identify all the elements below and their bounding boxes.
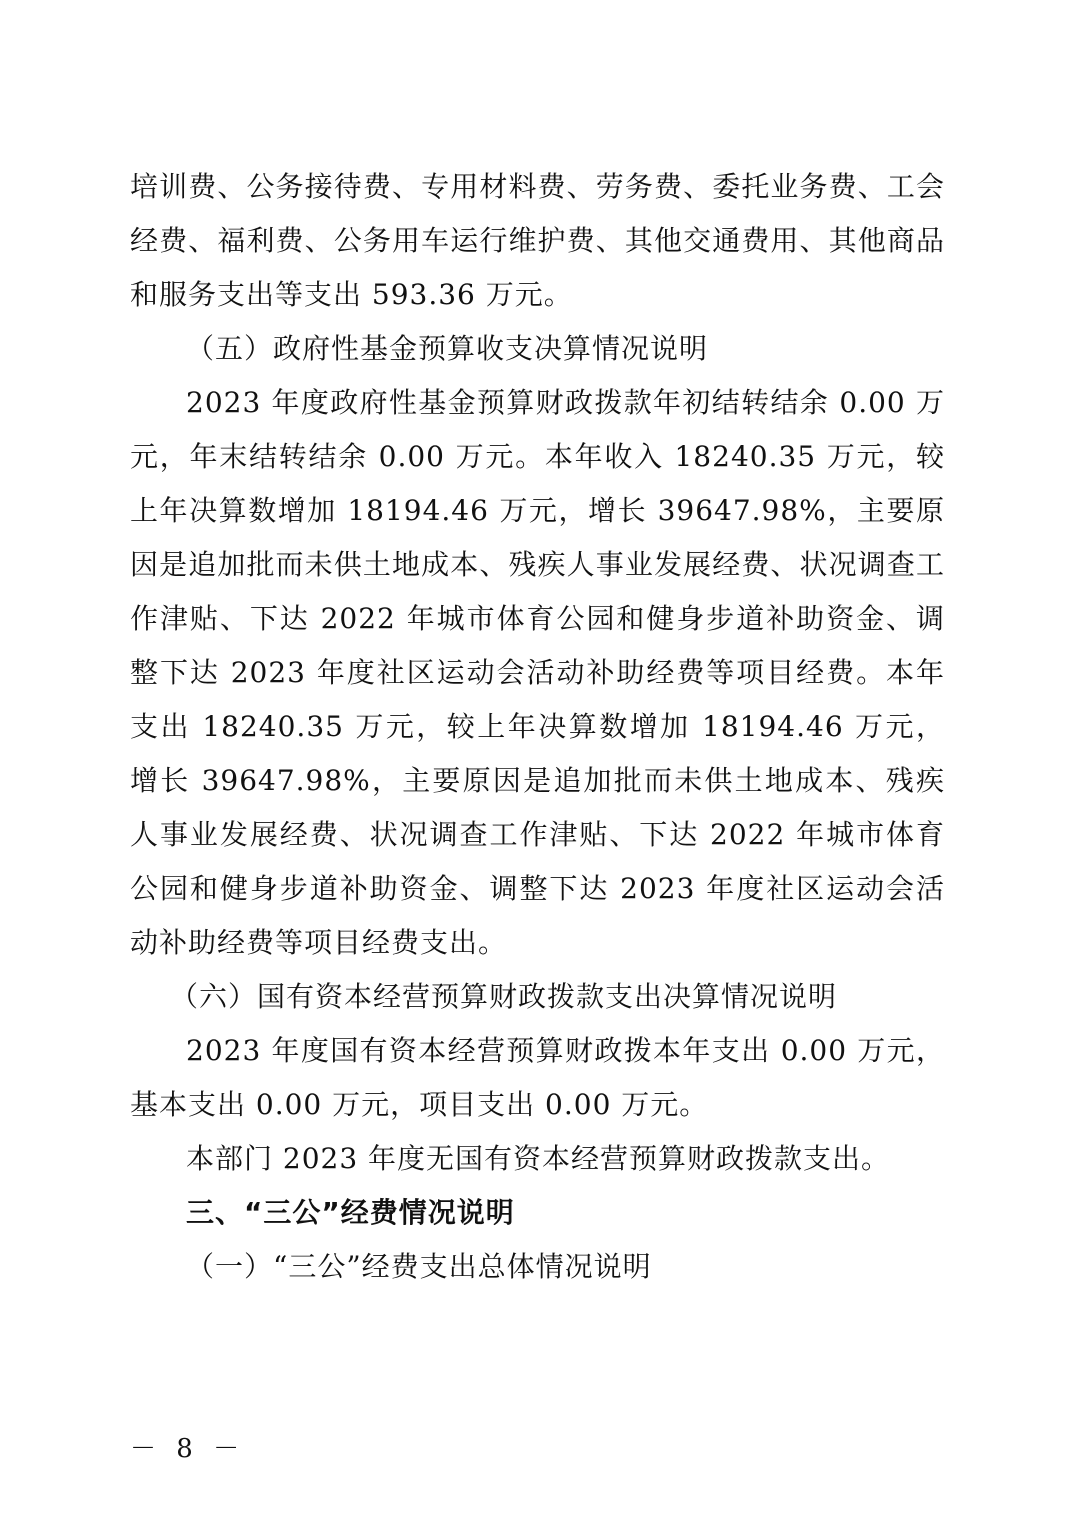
- paragraph-no-state-capital: 本部门 2023 年度无国有资本经营预算财政拨款支出。: [186, 1142, 891, 1175]
- heading-three-public-expenses: 三、“三公”经费情况说明: [186, 1196, 515, 1229]
- paragraph-state-capital-spending: 2023 年度国有资本经营预算财政拨本年支出 0.00 万元，基本支出 0.00 万元，项目支出 0.00 万元。: [130, 1034, 945, 1121]
- subheading-state-capital: （六）国有资本经营预算财政拨款支出决算情况说明: [170, 980, 838, 1013]
- subheading-government-fund: （五）政府性基金预算收支决算情况说明: [186, 332, 709, 365]
- page-number: － 8 －: [130, 1434, 246, 1464]
- subheading-three-public-overview: （一）“三公”经费支出总体情况说明: [186, 1250, 652, 1283]
- document-body: [130, 160, 945, 1294]
- paragraph-expense-items: 培训费、公务接待费、专用材料费、劳务费、委托业务费、工会经费、福利费、公务用车运行维护费、其他交通费用、其他商品和服务支出等支出 593.36 万元。: [130, 170, 945, 311]
- paragraph-government-fund: 2023 年度政府性基金预算财政拨款年初结转结余 0.00 万元，年末结转结余 0.00 万元。本年收入 18240.35 万元，较上年决算数增加 18194.46 万元，增长 39647.98%，主要原因是追加批而未供土地成本、残疾人事业发展经费、状况调查工作津贴、下达 2022 年城市体育公园和健身步道补助资金、调整下达 2023 年度社区运动会活动补助经费等项目经费。本年支出 18240.35 万元，较上年决算数增加 18194.46 万元，增长 39647.98%，主要原因是追加批而未供土地成本、残疾人事业发展经费、状况调查工作津贴、下达 2022 年城市体育公园和健身步道补助资金、调整下达 2023 年度社区运动会活动补助经费等项目经费支出。: [130, 386, 945, 959]
